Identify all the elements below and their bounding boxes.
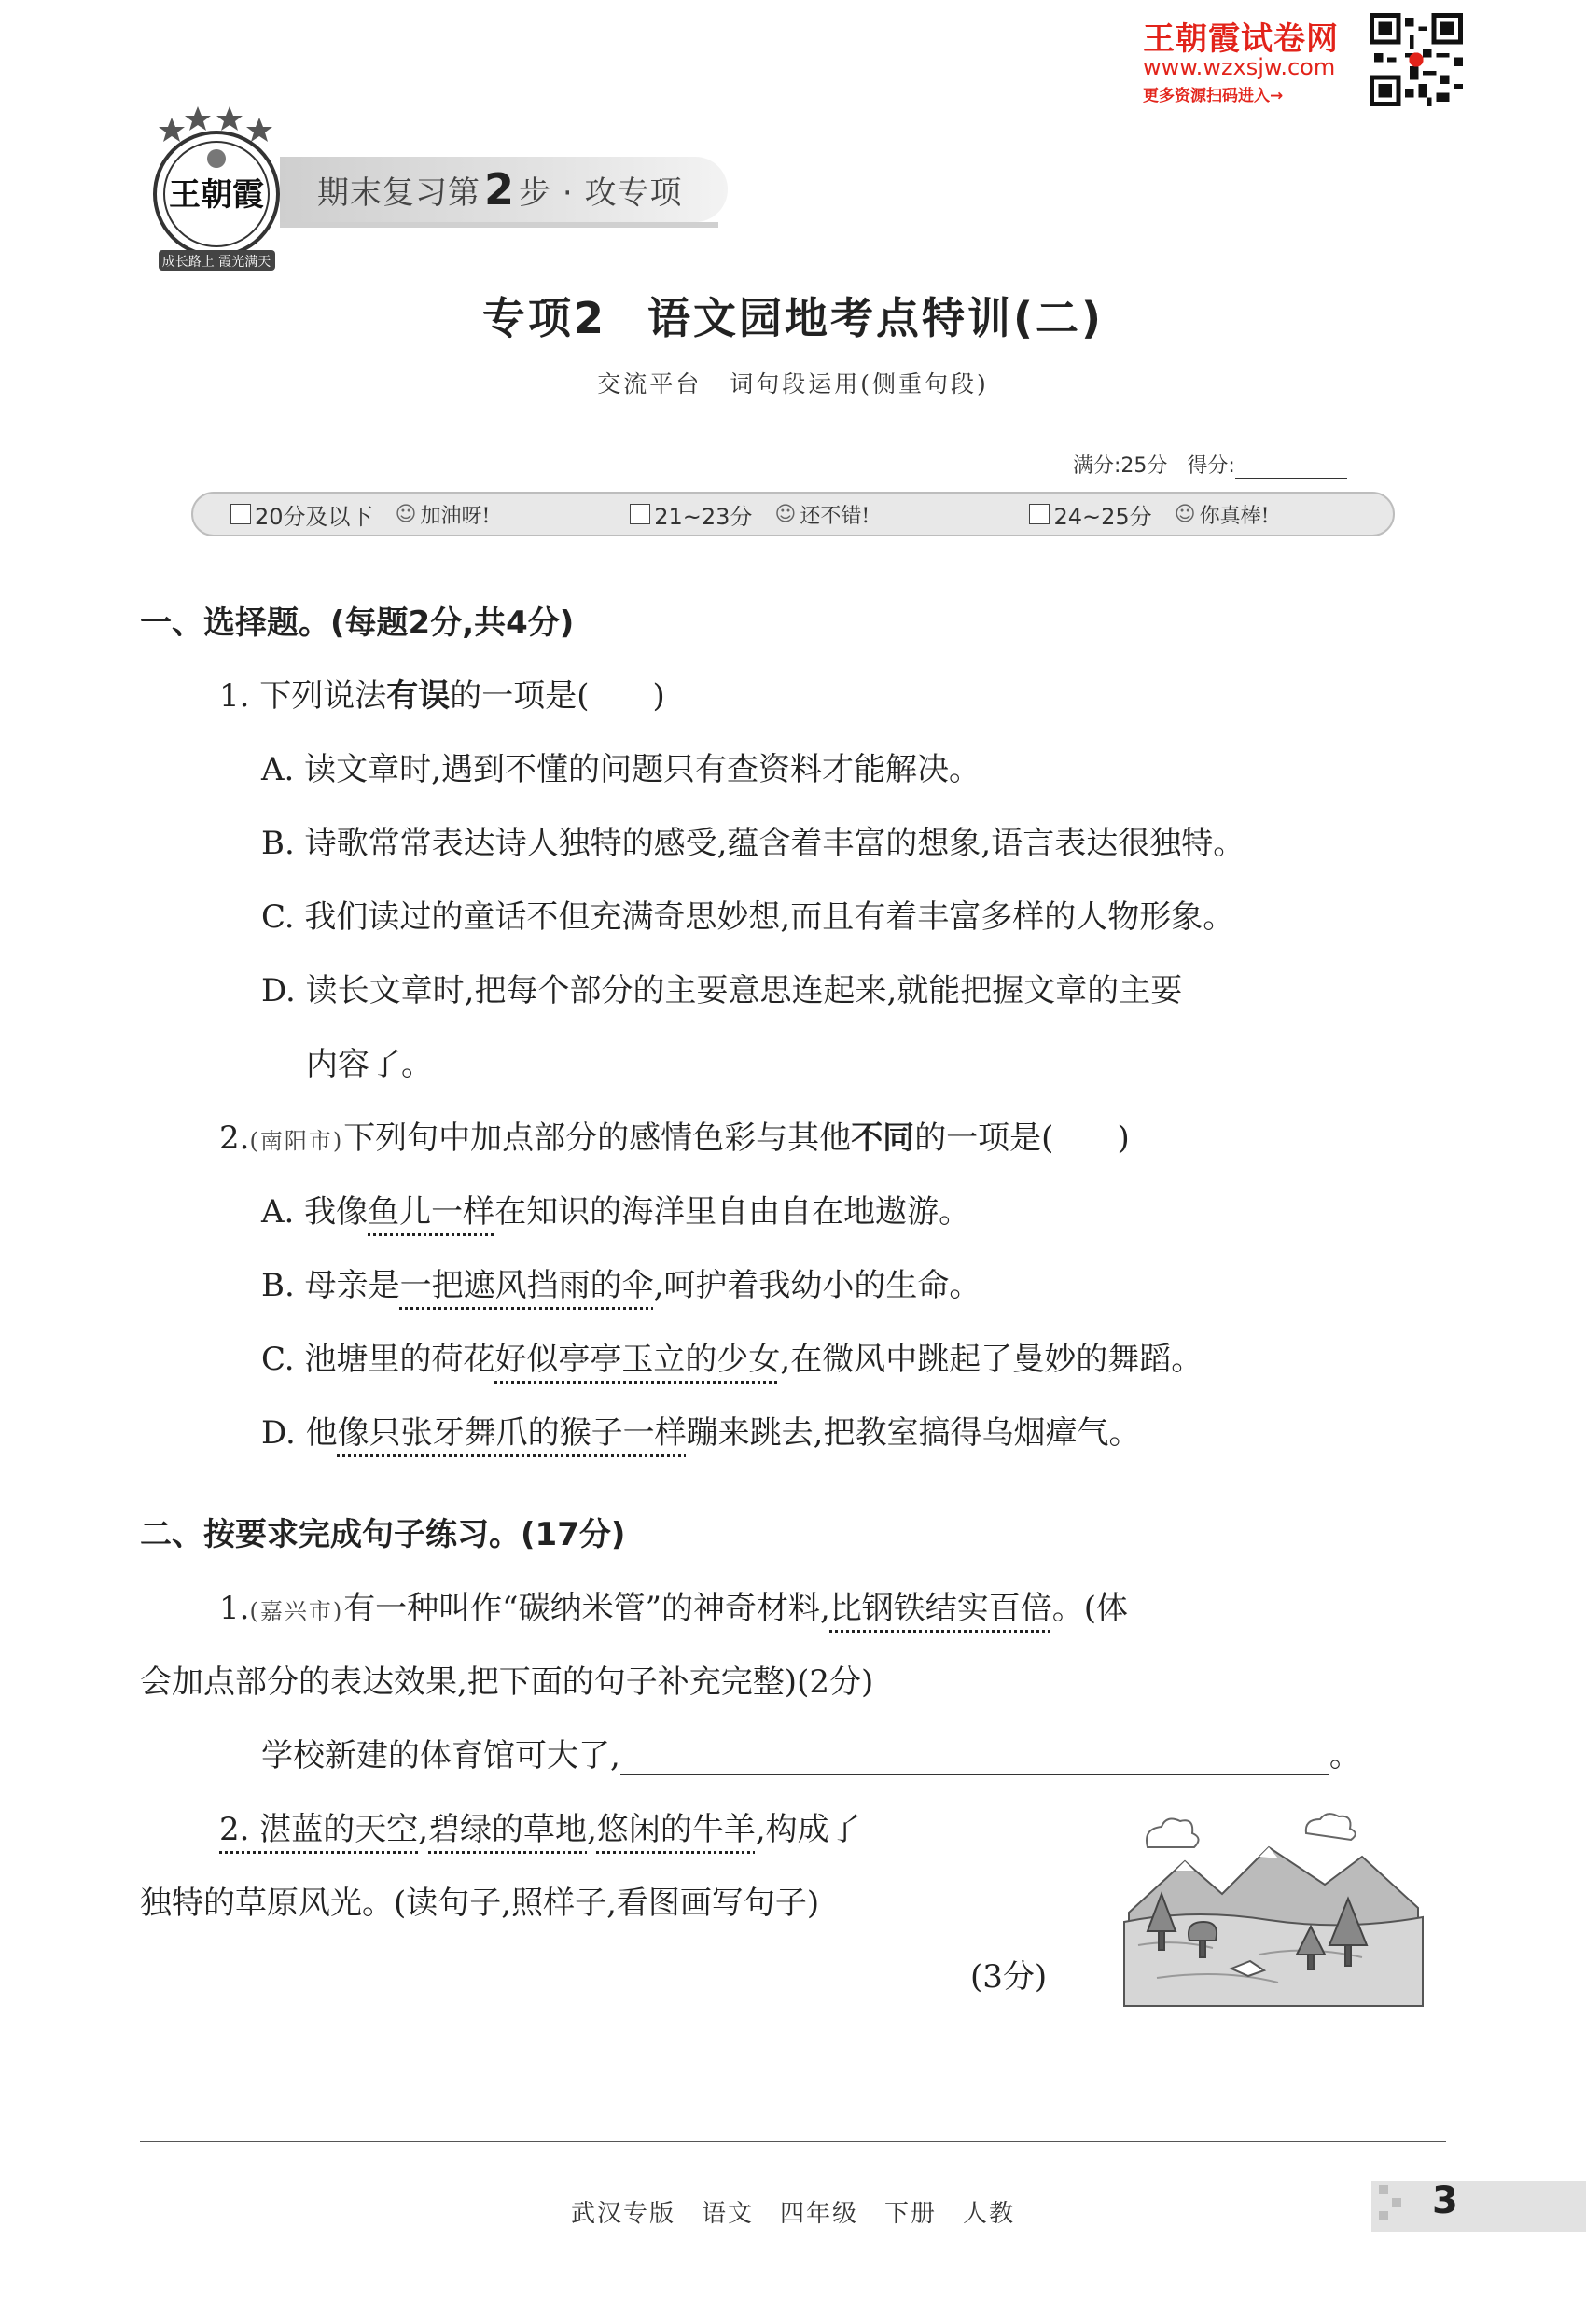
q1-stem-post: 的一项是( ) (450, 677, 665, 715)
dotted-phrase: 比钢铁结实百倍 (829, 1590, 1052, 1627)
q2-option-c[interactable] (261, 1333, 1203, 1379)
s2-q1-fill (261, 1730, 1361, 1775)
header-banner (280, 157, 728, 222)
footer-subject: 语文 (701, 2200, 754, 2228)
banner-pre: 期末复习第 (317, 174, 480, 212)
q1-option-d-cont: 内容了。 (306, 1046, 433, 1083)
page-subtitle (0, 366, 1586, 399)
page-title (0, 285, 1586, 346)
footer-grade: 四年级 (779, 2200, 858, 2228)
rating-item (193, 498, 592, 531)
footer (0, 2194, 1586, 2229)
q2-option-b[interactable] (261, 1259, 981, 1305)
separator: , (418, 1811, 429, 1848)
q2-option-a[interactable] (261, 1186, 970, 1232)
q1-stem-bold: 有误 (386, 677, 451, 715)
answer-blank[interactable] (620, 1742, 1329, 1775)
q1-stem (219, 670, 665, 716)
s2-q2-instruction: 独特的草原风光。(读句子,照样子,看图画写句子) (140, 1885, 820, 1922)
subtitle-part-b: 词句段运用(侧重句段) (730, 370, 989, 397)
full-score-label: 满分:25分 (1073, 454, 1168, 478)
s2-q1-region-tag: (嘉兴市) (249, 1598, 344, 1624)
subtitle-part-a: 交流平台 (597, 370, 703, 397)
option-text: 在知识的海洋里自由自在地遨游。 (494, 1193, 971, 1231)
dotted-phrase: 鱼儿一样 (368, 1193, 495, 1231)
page-number-box (1371, 2181, 1586, 2232)
rating-checkbox[interactable] (630, 504, 650, 524)
smiley-face-icon: ☺ (1174, 502, 1196, 526)
option-text: C. 池塘里的荷花 (261, 1341, 495, 1378)
rating-bar (191, 492, 1395, 536)
s2-q2-text: ,构成了 (755, 1811, 861, 1848)
rating-item (592, 498, 992, 531)
dotted-phrase: 悠闲的牛羊 (596, 1811, 756, 1848)
qr-code-icon[interactable] (1370, 13, 1463, 106)
page-decor-square (1379, 2211, 1388, 2220)
q2-stem-bold: 不同 (851, 1120, 915, 1157)
rating-message: 你真棒! (1199, 504, 1270, 528)
separator: , (587, 1811, 597, 1848)
q2-region-tag: (南阳市) (249, 1128, 344, 1154)
dotted-phrase: 碧绿的草地 (428, 1811, 588, 1848)
fill-suffix: 。 (1329, 1737, 1361, 1774)
score-label: 得分: (1187, 454, 1235, 478)
q1-stem-pre: 1. 下列说法 (219, 677, 387, 715)
site-name: 王朝霞试卷网 (1143, 21, 1339, 58)
title-topic-name: 语文园地考点特训(二) (647, 293, 1105, 343)
banner-stripe (280, 222, 718, 228)
footer-publisher: 人教 (963, 2200, 1016, 2228)
q2-option-d[interactable] (261, 1407, 1140, 1453)
s2-q2-stem (219, 1803, 861, 1849)
footer-edition: 武汉专版 (570, 2200, 675, 2228)
s2-q2-score: (3分) (970, 1958, 1048, 1996)
q2-stem-pre: 下列句中加点部分的感情色彩与其他 (343, 1120, 852, 1157)
q1-option-b[interactable]: B. 诗歌常常表达诗人独特的感受,蕴含着丰富的想象,语言表达很独特。 (261, 825, 1245, 862)
rating-range: 21~23分 (654, 503, 753, 530)
banner-step-number: 2 (484, 164, 516, 215)
page-number: 3 (1432, 2179, 1458, 2222)
q2-number: 2. (219, 1120, 250, 1157)
smiley-face-icon: ☺ (395, 502, 417, 526)
rating-item (992, 498, 1391, 531)
footer-term: 下册 (884, 2200, 938, 2228)
rating-range: 20分及以下 (255, 503, 373, 530)
dotted-phrase: 像只张牙舞爪的猴子一样 (337, 1414, 687, 1452)
rating-checkbox[interactable] (1029, 504, 1050, 524)
s2-q1-stem (219, 1582, 1128, 1628)
dotted-phrase: 一把遮风挡雨的伞 (399, 1267, 654, 1304)
option-text: B. 母亲是 (261, 1267, 400, 1304)
option-text: ,呵护着我幼小的生命。 (653, 1267, 981, 1304)
q1-option-c[interactable]: C. 我们读过的童话不但充满奇思妙想,而且有着丰富多样的人物形象。 (261, 898, 1235, 936)
rating-message: 还不错! (800, 504, 870, 528)
smiley-face-icon: ☺ (774, 502, 797, 526)
brand-logo (140, 101, 294, 278)
section1-heading: 一、选择题。(每题2分,共4分) (140, 605, 575, 642)
q1-option-a[interactable]: A. 读文章时,遇到不懂的问题只有查资料才能解决。 (261, 751, 981, 788)
rating-checkbox[interactable] (230, 504, 251, 524)
option-text: A. 我像 (261, 1193, 369, 1231)
s2-q1-instruction: 会加点部分的表达效果,把下面的句子补充完整)(2分) (140, 1663, 874, 1701)
svg-text:王朝霞: 王朝霞 (169, 176, 264, 214)
section2-heading: 二、按要求完成句子练习。(17分) (140, 1516, 626, 1553)
s2-q1-text: 。(体 (1051, 1590, 1129, 1627)
dotted-phrase: 2. 湛蓝的天空 (219, 1811, 419, 1848)
page-decor-square (1392, 2198, 1401, 2207)
rating-message: 加油呀! (420, 504, 491, 528)
q2-stem-post: 的一项是( ) (914, 1120, 1130, 1157)
site-url[interactable]: www.wzxsjw.com (1143, 54, 1336, 80)
q1-option-d[interactable]: D. 读长文章时,把每个部分的主要意思连起来,就能把握文章的主要 (261, 972, 1183, 1009)
fill-prefix: 学校新建的体育馆可大了, (261, 1737, 620, 1774)
title-topic-number: 专项2 (481, 293, 606, 343)
svg-text:成长路上 霞光满天: 成长路上 霞光满天 (161, 255, 271, 270)
banner-post: 步 · 攻专项 (519, 174, 683, 212)
option-text: ,在微风中跳起了曼妙的舞蹈。 (780, 1341, 1203, 1378)
option-text: D. 他 (261, 1414, 338, 1452)
site-tip: 更多资源扫码进入→ (1143, 87, 1284, 105)
dotted-phrase: 好似亭亭玉立的少女 (494, 1341, 781, 1378)
page-decor-square (1379, 2185, 1388, 2194)
s2-q1-text: 有一种叫作“碳纳米管”的神奇材料, (343, 1590, 830, 1627)
q2-stem (219, 1112, 1130, 1158)
option-text: 蹦来跳去,把教室搞得乌烟瘴气。 (686, 1414, 1141, 1452)
rating-range: 24~25分 (1053, 503, 1152, 530)
score-blank[interactable] (1235, 457, 1347, 479)
score-line (1073, 450, 1347, 479)
grassland-illustration (1120, 1791, 1427, 2011)
s2-q1-number: 1. (219, 1590, 250, 1627)
answer-line[interactable] (140, 2141, 1446, 2142)
